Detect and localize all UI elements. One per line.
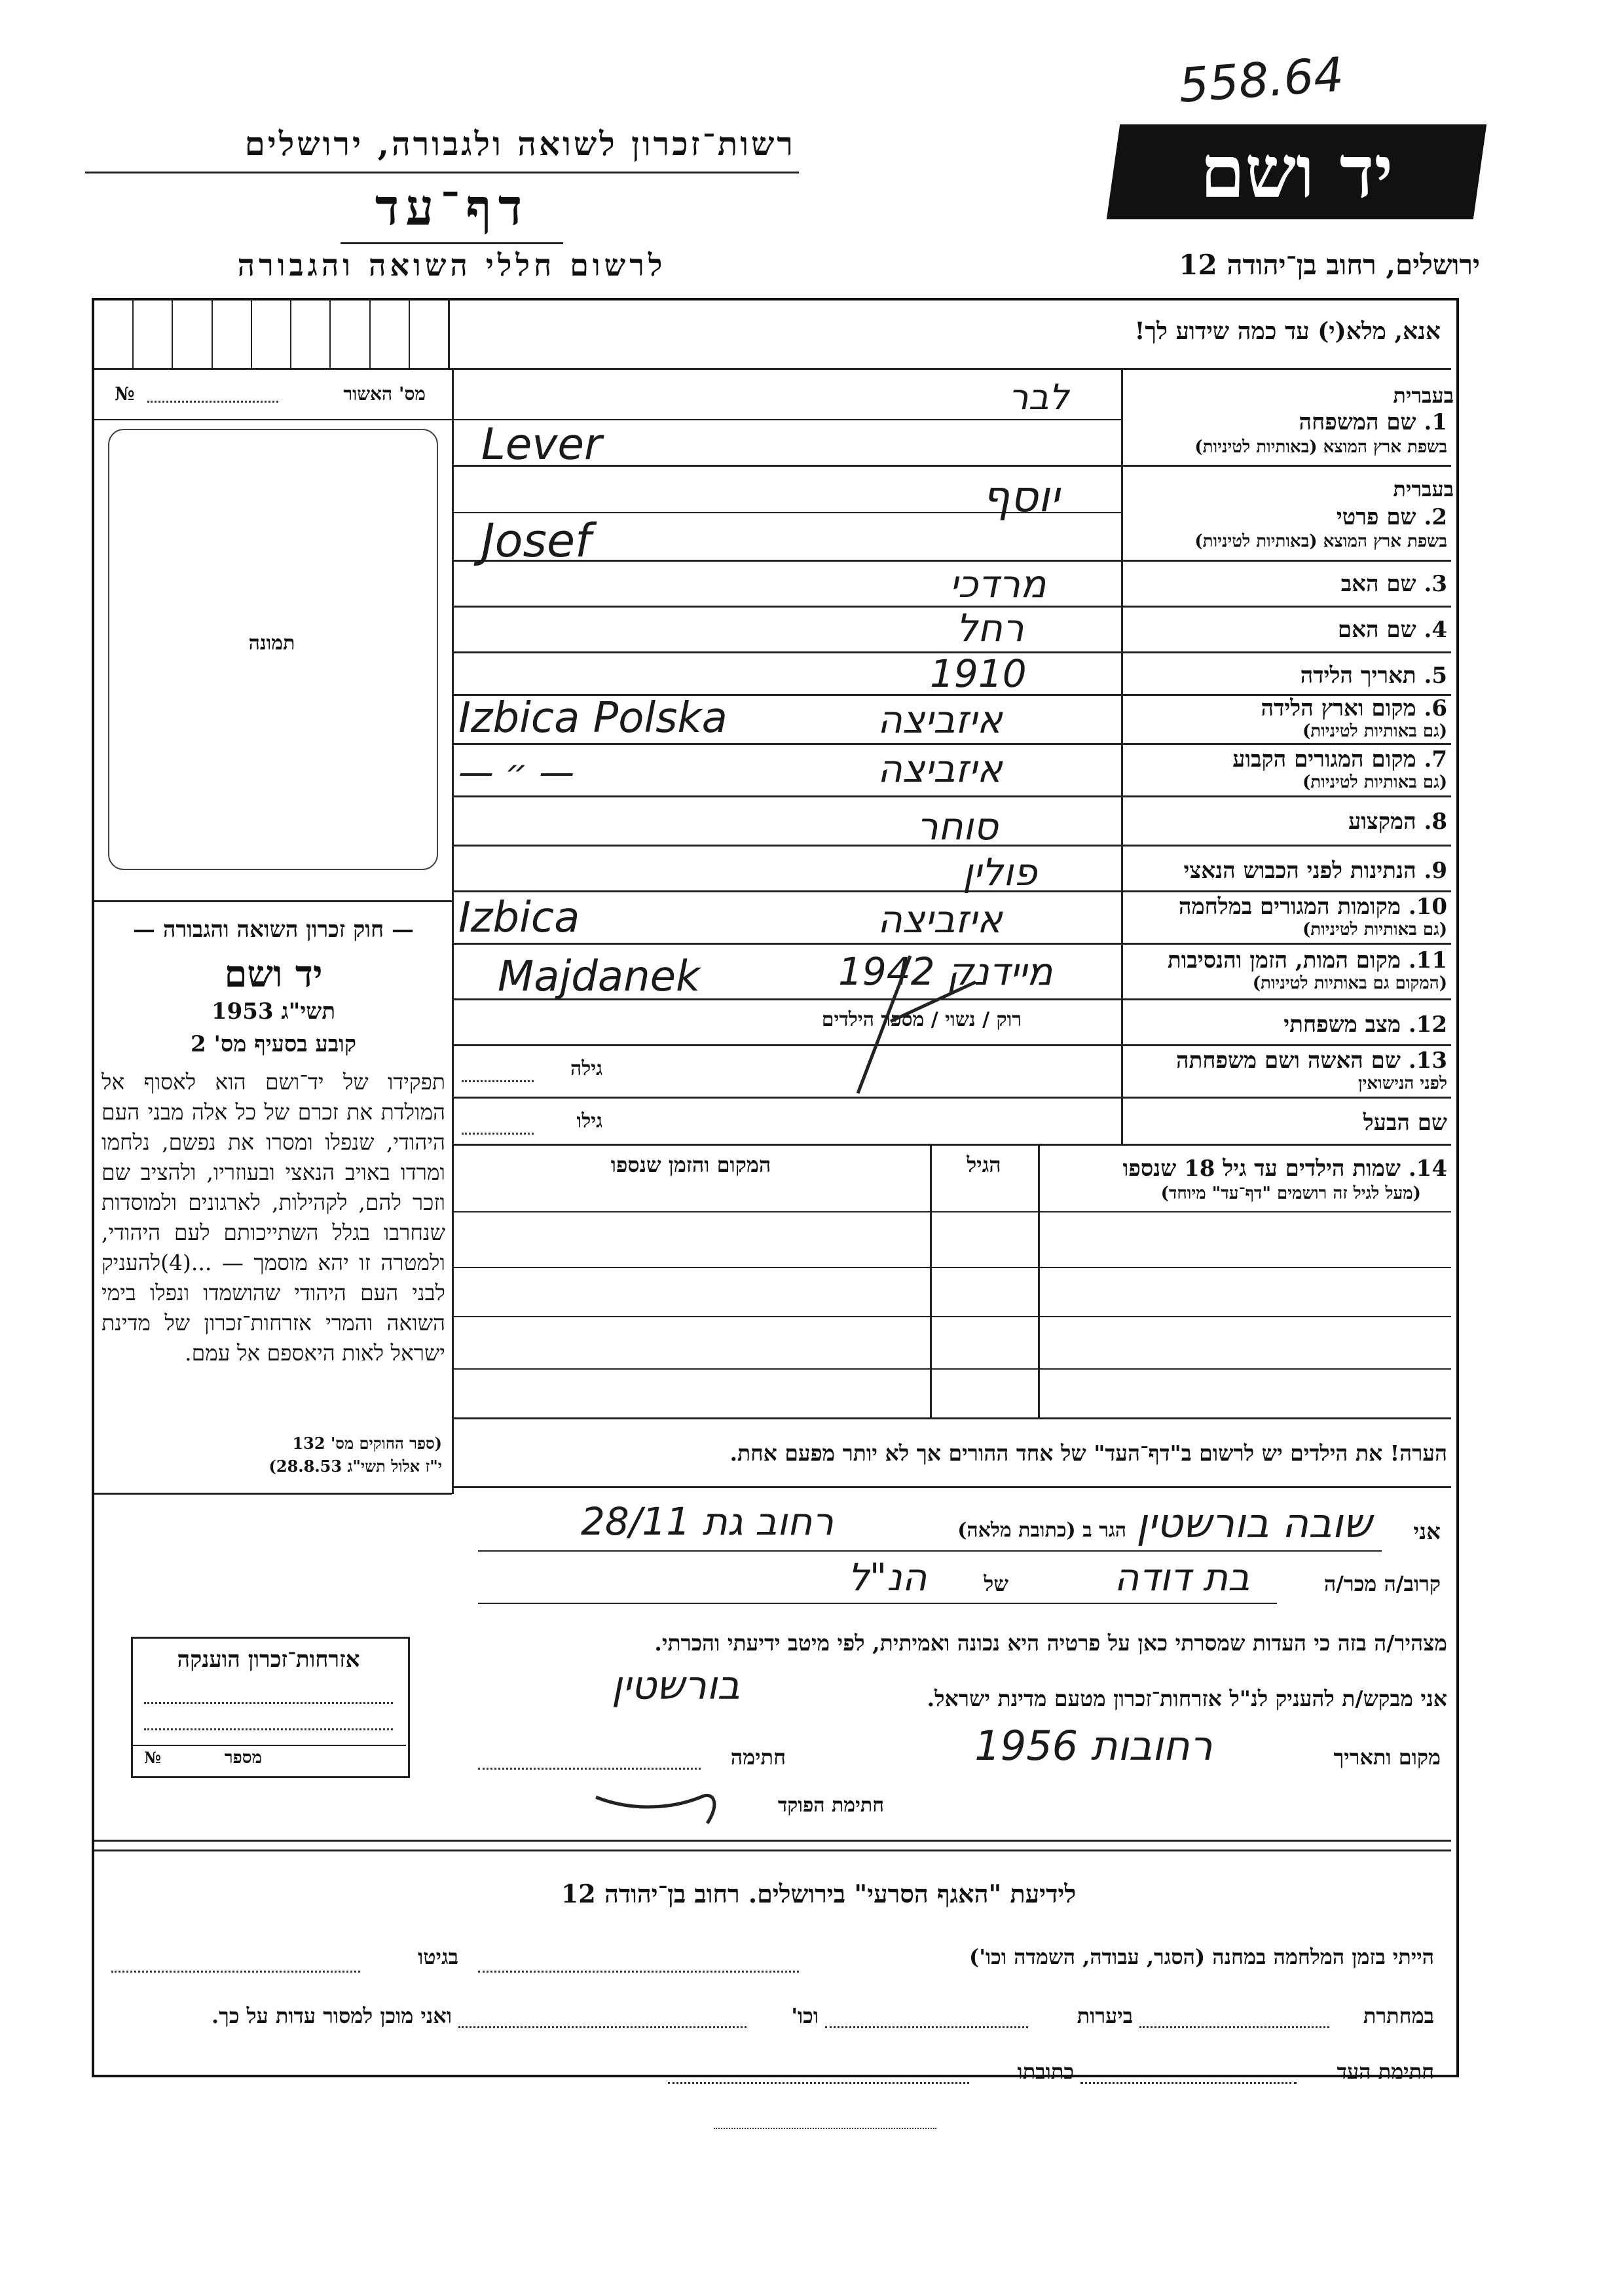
memorial-dots-1 [144, 1702, 393, 1704]
children-row-2 [452, 1316, 1451, 1317]
left-column-divider-lower [452, 1144, 454, 1494]
children-header-names: 14. שמות הילדים עד גיל 18 שנספו [1122, 1156, 1447, 1182]
field-1-label: 1. שם המשפחה [1299, 409, 1447, 435]
value-firstname-latin: Josef [481, 514, 591, 568]
wife-age-dots [462, 1080, 534, 1082]
file-number: 558.64 [1177, 46, 1346, 113]
children-header-place: המקום והזמן שנספו [610, 1152, 771, 1177]
field-5-label: 5. תאריך הלידה [1300, 663, 1447, 689]
form-subtitle: לרשום חללי השואה והגבורה [237, 247, 667, 283]
witness-of-label: של [984, 1571, 1008, 1596]
bottom-line3-address: כתובתו [1017, 2059, 1074, 2084]
bottom-dots-1 [478, 1971, 799, 1973]
field-1-sub: בשפת ארץ המוצא (באותיות לטיניות) [1194, 437, 1447, 457]
children-header-rule [452, 1211, 1451, 1212]
title-underline [341, 242, 563, 244]
field-2-sub: בשפת ארץ המוצא (באותיות לטיניות) [1194, 532, 1447, 551]
law-ref-2: י"ז אלול תשי"ג 28.8.53) [268, 1457, 442, 1476]
children-row-3 [452, 1368, 1451, 1370]
footer-dots [714, 2128, 936, 2129]
value-mother: רחל [956, 606, 1024, 650]
officer-signature-mark [589, 1771, 733, 1830]
children-row-1 [452, 1267, 1451, 1268]
value-surname-latin: Lever [481, 419, 602, 469]
field-10-sub: (גם באותיות לטיניות) [1302, 920, 1447, 939]
witness-name: שובה בורשטין [1136, 1499, 1372, 1547]
field-7-sub: (גם באותיות לטיניות) [1302, 773, 1447, 792]
children-col-1 [930, 1144, 932, 1419]
stub-boxes [94, 301, 448, 369]
law-section: קובע בסעיף מס' 2 [190, 1031, 357, 1057]
marital-strike-mark [851, 943, 982, 1100]
memorial-box-no: № [144, 1748, 162, 1767]
children-header-age: הגיל [967, 1152, 1001, 1177]
witness-relative-label: קרוב/ה מכר/ה [1323, 1571, 1441, 1596]
note-rule [452, 1486, 1451, 1488]
bottom-dots-5 [458, 2026, 747, 2028]
yad-vashem-logo [1107, 124, 1486, 219]
value-marital-options: רוק / נשוי / מספר הילדים [821, 1008, 1022, 1031]
field-7-label: 7. מקום המגורים הקבוע [1232, 746, 1447, 773]
law-title: — חוק זכרון השואה והגבורה — [133, 917, 414, 943]
logo-text: יד ושם [1200, 130, 1393, 214]
children-bottom-rule [452, 1417, 1451, 1419]
bottom-dots-4 [825, 2026, 1028, 2028]
signature-dots [478, 1768, 701, 1770]
approval-rule [94, 419, 452, 420]
memorial-number-rule [131, 1745, 406, 1746]
husband-age-label: גילו [576, 1110, 602, 1133]
husband-age-dots [462, 1133, 534, 1135]
witness-signature-written: בורשטין [611, 1663, 740, 1709]
address: ירושלים, רחוב בן־יהודה 12 [1179, 249, 1480, 281]
field-12-label: 12. מצב משפחתי [1283, 1011, 1447, 1038]
bottom-line2-forests: ביערות [1077, 2003, 1133, 2028]
value-war-residence-latin: Izbica [458, 894, 580, 942]
bottom-section-rule-1 [94, 1840, 1451, 1842]
field-1-tag: בעברית [1393, 383, 1454, 408]
witness-line-1 [478, 1550, 1382, 1552]
rule-6 [452, 743, 1451, 745]
wife-age-label: גילה [570, 1057, 602, 1080]
witness-line-2 [478, 1603, 1277, 1604]
bottom-section-rule-2 [94, 1850, 1451, 1851]
approval-dots [147, 401, 278, 403]
bottom-line1-ghetto: בגיטו [418, 1944, 458, 1969]
field-2-tag: בעברית [1393, 477, 1454, 501]
memorial-box-number: מספר [224, 1748, 262, 1768]
memorial-box-title: אזרחות־זכרון הוענקה [177, 1647, 360, 1673]
bottom-line2-ready: ואני מוכן למסור עדות על כך. [211, 2003, 452, 2028]
witness-request: אני מבקש/ת להעניק לנ"ל אזרחות־זכרון מטעם מדינת ישראל. [927, 1686, 1447, 1711]
form-title: דף־עד [375, 178, 529, 236]
header-rule [85, 172, 799, 173]
law-logo: יד ושם [224, 953, 323, 996]
witness-i-label: אני [1413, 1519, 1441, 1545]
husband-label: שם הבעל [1363, 1110, 1447, 1136]
value-death-place-latin: Majdanek [498, 953, 701, 1001]
law-year: תשי"ג 1953 [211, 998, 336, 1025]
labels-divider [1121, 368, 1123, 1144]
value-citizenship: פולין [963, 850, 1037, 894]
stub-divider [448, 301, 450, 369]
law-ref-1: (ספר החוקים מס' 132 [292, 1434, 442, 1453]
value-birthplace-latin: Izbica Polska [458, 694, 728, 742]
field-4-label: 4. שם האם [1337, 617, 1447, 643]
witness-of-value: הנ"ל [847, 1555, 927, 1599]
witness-resides-label: הגר ב (כתובת מלאה) [957, 1519, 1126, 1542]
field-11-sub: (המקום גם באותיות לטיניות) [1252, 974, 1447, 993]
signature-label: חתימה [730, 1745, 786, 1770]
note-text: הערה! את הילדים יש לרשום ב"דף־העד" של אחד ההורים אך לא יותר מפעם אחת. [729, 1440, 1447, 1466]
value-surname-he: לבר [1008, 376, 1069, 418]
field-6-label: 6. מקום וארץ הלידה [1261, 695, 1447, 721]
bottom-dots-3 [1139, 2026, 1329, 2028]
rule-7 [452, 795, 1451, 797]
bottom-dots-7 [668, 2082, 969, 2084]
bottom-line1-camp: הייתי בזמן המלחמה במחנה (הסגר, עבודה, השמדה וכו') [969, 1944, 1434, 1969]
witness-declaration: מצהיר/ה בזה כי העדות שמסרתי כאן על פרטיה היא נכונה ואמיתית, לפי מיטב ידיעתי והכרתי. [654, 1630, 1447, 1656]
law-bottom-rule [94, 1493, 452, 1495]
bottom-dots-6 [1080, 2082, 1297, 2084]
law-top-rule [94, 900, 452, 902]
value-firstname-he: יוסף [982, 471, 1060, 522]
rule-14 [452, 1144, 1451, 1146]
children-col-2 [1038, 1144, 1040, 1419]
value-birth-date: 1910 [930, 651, 1027, 696]
field-11-label: 11. מקום המות, הזמן והנסיבות [1167, 947, 1447, 974]
bottom-line2-etc: וכו' [791, 2003, 819, 2028]
photo-label: תמונה [248, 632, 295, 655]
value-profession: סוחר [917, 804, 999, 848]
law-text: תפקידו של יד־ושם הוא לאסוף אל המולדת את זכרם של כל אלה מבני העם היהודי, שנפלו ומסרו את נפשם, נלחמו ומרדו באויב הנאצי ובעוזריו, ולהציב שם וזכר להם, לקהילות, לארגונים ולמוסדות שנחרבו בגלל השתייכותם לעם היהודי, ולמטרה זו יהא מוסמך — ...(4)להעניק לבני העם היהודי שהושמדו ונפלו בימי השואה והמרי אזרחות־זכרון של מדינת ישראל לאות היאספם אל עמם. [101, 1069, 445, 1366]
field-10-label: 10. מקומות המגורים במלחמה [1178, 894, 1447, 920]
memorial-dots-2 [144, 1728, 393, 1730]
field-6-sub: (גם באותיות לטיניות) [1302, 721, 1447, 741]
field-8-label: 8. המקצוע [1348, 809, 1447, 835]
officer-label: חתימת הפוקד [777, 1794, 884, 1817]
bottom-line2-underground: במחתרת [1363, 2003, 1434, 2028]
authority-line: רשות־זכרון לשואה ולגבורה, ירושלים [244, 124, 796, 163]
intro-text: אנא, מלא(י) עד כמה שידוע לך! [1134, 318, 1441, 345]
place-date-value: רחובות 1956 [974, 1722, 1213, 1770]
value-residence-latin: — ״ — [458, 752, 575, 793]
field-13-sub: לפני הנישואין [1357, 1074, 1447, 1093]
value-death-place-he: מיידנק 1942 [838, 949, 1053, 994]
approval-no: № [115, 383, 135, 405]
approval-label: מס' האשור [343, 383, 426, 405]
field-2-label: 2. שם פרטי [1336, 504, 1447, 530]
bottom-line3-signature: חתימת העד [1337, 2059, 1434, 2084]
value-war-residence-he: איזביצה [877, 897, 1003, 941]
field-13-label: 13. שם האשה ושם משפחתה [1176, 1048, 1447, 1074]
value-birthplace-he: איזביצה [877, 697, 1003, 742]
children-header-sub: (מעל לגיל זה רושמים "דף־עד" מיוחד) [1160, 1184, 1421, 1203]
bottom-dots-2 [111, 1971, 360, 1973]
left-column-divider [452, 368, 454, 1144]
bottom-title: לידיעת "האגף הסרעי" בירושלים. רחוב בן־יהודה 12 [561, 1879, 1077, 1908]
intro-rule [94, 368, 1451, 370]
witness-address: רחוב גת 28/11 [580, 1499, 834, 1544]
rule-9 [452, 890, 1451, 892]
field-9-label: 9. הנתינות לפני הכבוש הנאצי [1183, 858, 1447, 884]
place-date-label: מקום ותאריך [1333, 1745, 1441, 1770]
field-3-label: 3. שם האב [1340, 571, 1447, 597]
witness-relative-value: בת דודה [1114, 1555, 1250, 1599]
value-father: מרדכי [950, 562, 1046, 606]
value-residence-he: איזביצה [877, 746, 1003, 791]
